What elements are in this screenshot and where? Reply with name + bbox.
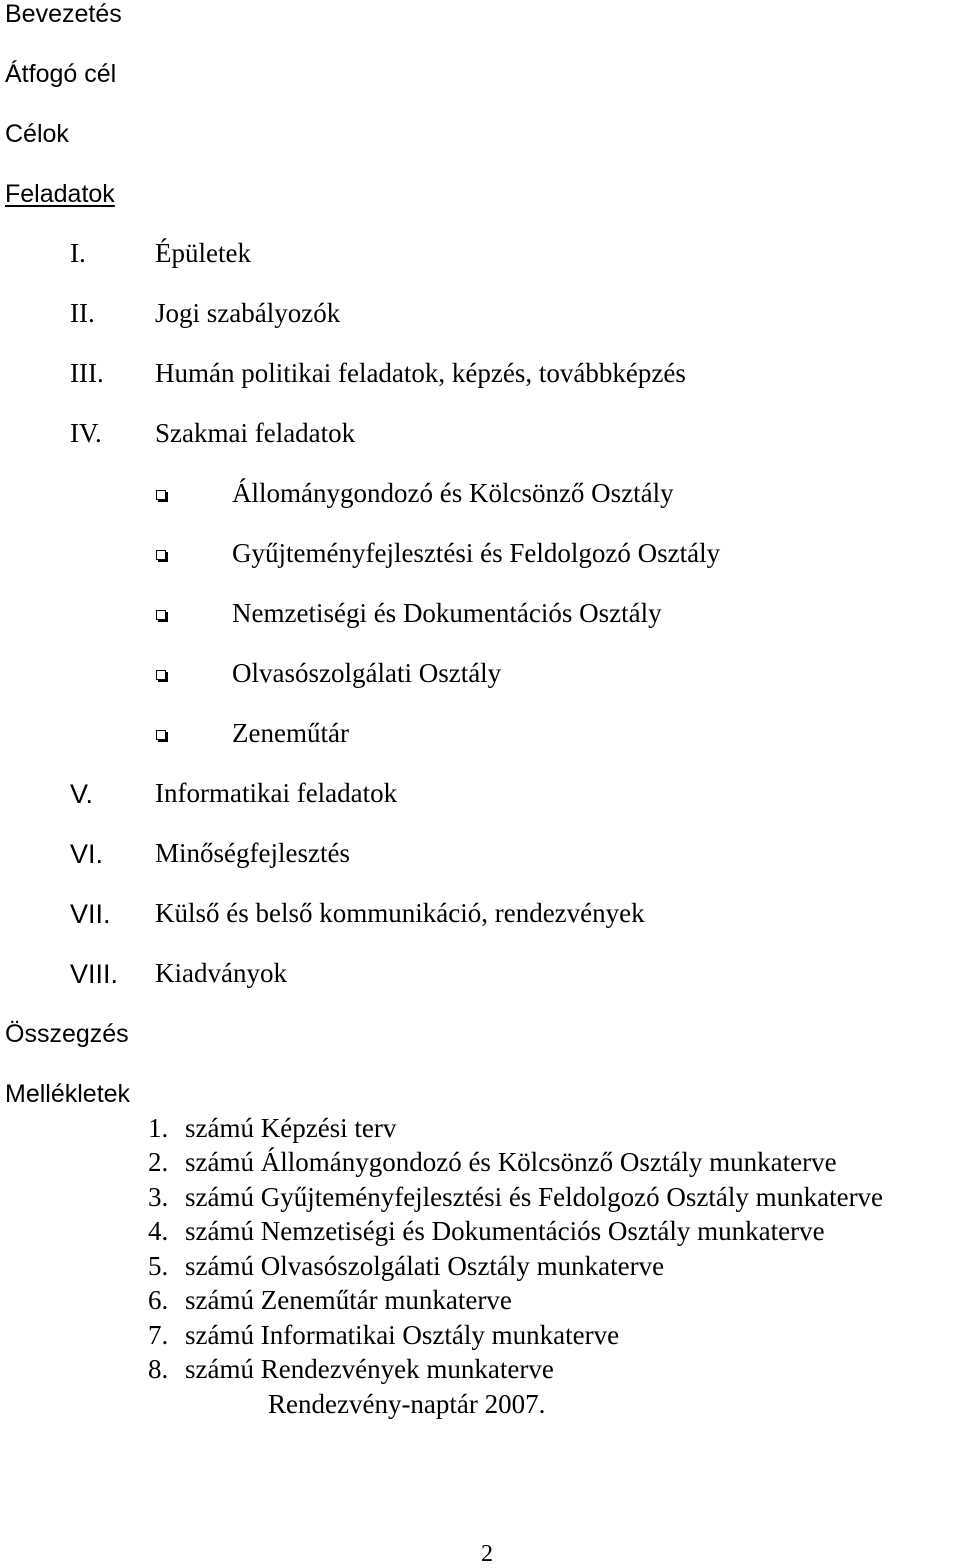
appendix-item[interactable]: számú Képzési terv — [185, 1113, 397, 1143]
appendix-number: 2. — [148, 1147, 169, 1177]
appendix-item[interactable]: számú Nemzetiségi és Dokumentációs Osztály munkaterve — [185, 1216, 825, 1246]
appendix-item[interactable]: számú Állománygondozó és Kölcsönző Osztály munkaterve — [185, 1147, 837, 1177]
square-bullet-icon — [156, 610, 166, 620]
section-title-publications[interactable]: Kiadványok — [155, 958, 287, 988]
appendix-number: 6. — [148, 1285, 169, 1315]
appendix-item[interactable]: számú Informatikai Osztály munkaterve — [185, 1320, 620, 1350]
section-title-legal[interactable]: Jogi szabályozók — [155, 298, 341, 328]
toc-tasks[interactable]: Feladatok — [5, 180, 115, 208]
section-numeral: III. — [70, 358, 104, 388]
appendix-number: 8. — [148, 1354, 169, 1384]
appendix-number: 1. — [148, 1113, 169, 1143]
section-title-it[interactable]: Informatikai feladatok — [155, 778, 398, 808]
square-bullet-icon — [156, 550, 166, 560]
subitem-lending[interactable]: Állománygondozó és Kölcsönző Osztály — [232, 478, 674, 508]
subitem-nationality[interactable]: Nemzetiségi és Dokumentációs Osztály — [232, 598, 662, 628]
toc-intro[interactable]: Bevezetés — [5, 0, 122, 28]
appendix-item[interactable]: számú Olvasószolgálati Osztály munkaterve — [185, 1251, 665, 1281]
section-title-communication[interactable]: Külső és belső kommunikáció, rendezvények — [155, 898, 645, 928]
appendix-item[interactable]: számú Zeneműtár munkaterve — [185, 1285, 512, 1315]
toc-summary[interactable]: Összegzés — [5, 1020, 129, 1048]
section-title-quality[interactable]: Minőségfejlesztés — [155, 838, 350, 868]
subitem-music[interactable]: Zeneműtár — [232, 718, 349, 748]
appendix-number: 4. — [148, 1216, 169, 1246]
subitem-collection[interactable]: Gyűjteményfejlesztési és Feldolgozó Osztály — [232, 538, 721, 568]
appendix-item[interactable]: számú Gyűjteményfejlesztési és Feldolgozó Osztály munkaterve — [185, 1182, 884, 1212]
page-number: 2 — [481, 1541, 493, 1567]
square-bullet-icon — [156, 730, 166, 740]
section-numeral: VIII. — [70, 959, 119, 989]
section-numeral: II. — [70, 298, 95, 328]
section-title-buildings[interactable]: Épületek — [155, 238, 251, 268]
section-numeral: I. — [70, 238, 86, 268]
appendix-extra[interactable]: Rendezvény-naptár 2007. — [268, 1389, 546, 1419]
square-bullet-icon — [156, 490, 166, 500]
toc-overall-goal[interactable]: Átfogó cél — [5, 60, 117, 88]
appendix-item[interactable]: számú Rendezvények munkaterve — [185, 1354, 554, 1384]
appendix-number: 7. — [148, 1320, 169, 1350]
toc-goals[interactable]: Célok — [5, 120, 69, 148]
appendix-number: 5. — [148, 1251, 169, 1281]
section-numeral: V. — [70, 779, 94, 809]
section-numeral: VI. — [70, 839, 104, 869]
appendices-title[interactable]: Mellékletek — [5, 1080, 131, 1108]
subitem-reading-service[interactable]: Olvasószolgálati Osztály — [232, 658, 502, 688]
section-title-professional[interactable]: Szakmai feladatok — [155, 418, 356, 448]
square-bullet-icon — [156, 670, 166, 680]
section-numeral: VII. — [70, 899, 111, 929]
section-title-hr[interactable]: Humán politikai feladatok, képzés, továbbképzés — [155, 358, 686, 388]
appendix-number: 3. — [148, 1182, 169, 1212]
section-numeral: IV. — [70, 418, 102, 448]
